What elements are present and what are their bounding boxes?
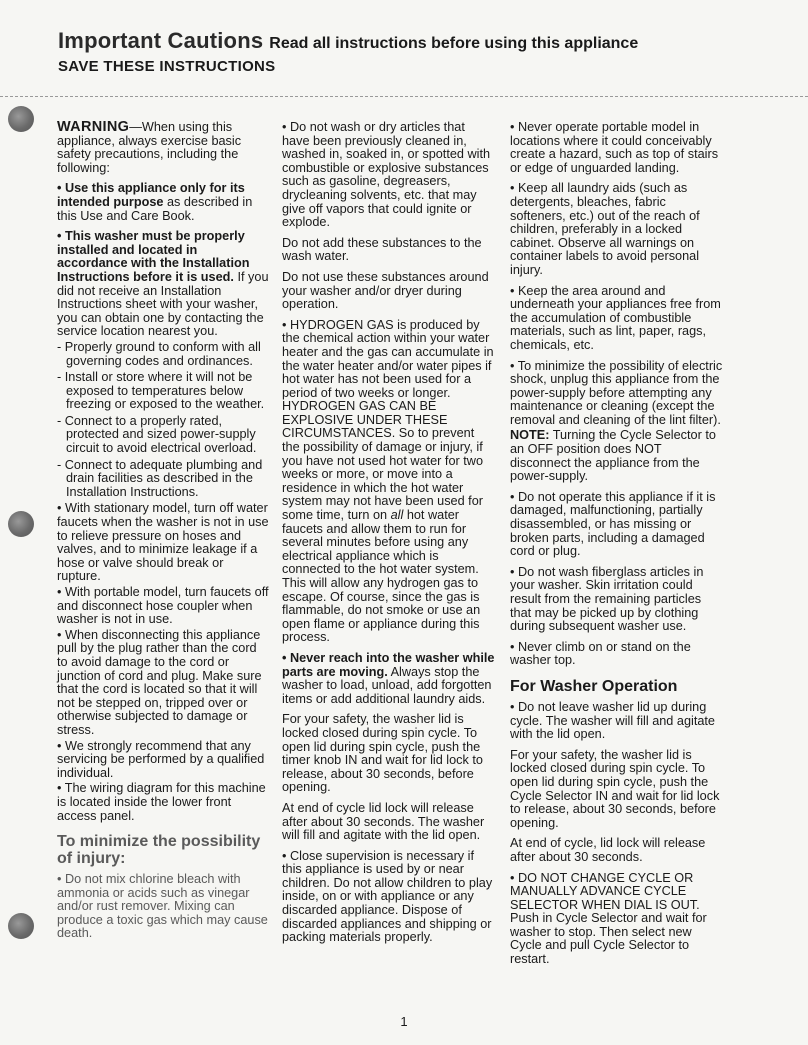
install-subitem: - Properly ground to conform with all governing codes and ordinances. <box>57 339 261 368</box>
caution-text: If you did not receive an Installation Instructions sheet with your washer, you can obtain one by contacting the service location nearest you. <box>57 269 269 339</box>
note-label: NOTE: <box>510 428 550 443</box>
warning-text: —When using this appliance, always exercise basic safety precautions, including the following: <box>57 120 242 175</box>
caution-text: hot water faucets and allow them to run for several minutes before using any electrical appliance which is connected to the hot water system. This will allow any hydrogen gas to escape. Of course, since the gas is flammable, do not smoke or use an open flame or appliance during this process. <box>282 508 481 645</box>
punch-hole-icon <box>8 511 34 537</box>
page-subtitle: Read all instructions before using this appliance <box>269 35 639 52</box>
column-right <box>510 121 723 974</box>
column-middle <box>282 121 495 952</box>
page-title: Important Cautions <box>58 28 264 53</box>
caution-item: • Never operate portable model in locations where it could conceivably create a hazard, such as top of stairs or edge of unguarded landing. <box>510 120 719 175</box>
page-number: 1 <box>400 1014 408 1029</box>
caution-text: For your safety, the washer lid is locked closed during spin cycle. To open lid during spin cycle, push the timer knob IN and wait for lid lock to release, about 30 seconds, before opening. <box>282 712 483 795</box>
header-divider <box>0 96 808 97</box>
warning-intro <box>57 121 269 175</box>
caution-item: • Keep the area around and underneath your appliances free from the accumulation of combustible materials, such as lint, paper, rags, chemicals, etc. <box>510 283 721 352</box>
washer-operation-heading: For Washer Operation <box>510 677 678 695</box>
caution-item: • Never climb on or stand on the washer top. <box>510 639 691 668</box>
warning-word: WARNING <box>57 119 130 135</box>
install-subitem: - Connect to a properly rated, protected and sized power-supply circuit to avoid electrical overload. <box>57 413 257 456</box>
caution-item: • Keep all laundry aids (such as detergents, bleaches, fabric softeners, etc.) out of the reach of children, preferably in a locked cabinet. Observe all warnings on container labels to avoid personal injury. <box>510 181 700 277</box>
caution-item: • The wiring diagram for this machine is located inside the lower front access panel. <box>57 781 266 823</box>
note <box>510 429 723 483</box>
save-instructions: SAVE THESE INSTRUCTIONS <box>58 58 276 75</box>
header-line <box>58 30 778 55</box>
column-left <box>57 121 269 948</box>
punch-hole-icon <box>8 106 34 132</box>
caution-item: • Do not wash or dry articles that have been previously cleaned in, washed in, soaked in, or spotted with combustible or explosive substances such as gasoline, degreasers, drycleaning solvents, etc. that may give off vapors that could ignite or explode. <box>282 120 491 230</box>
caution-item: • With stationary model, turn off water faucets when the washer is not in use to relieve pressure on hoses and valves, and to minimize leakage if a hose or valve should break or rupture. <box>57 501 269 584</box>
caution-item: • Do not operate this appliance if it is damaged, malfunctioning, partially disassembled, or has missing or broken parts, including a damaged cord or plug. <box>510 489 716 559</box>
caution-text: as described in this Use and Care Book. <box>57 194 253 223</box>
caution-item: • We strongly recommend that any servicing be performed by a qualified individual. <box>57 738 265 780</box>
caution-text: Do not use these substances around your washer and/or dryer during operation. <box>282 269 489 312</box>
caution-item: • Do not leave washer lid up during cycle. The washer will fill and agitate with the lid open. <box>510 699 715 742</box>
caution-text: Do not add these substances to the wash water. <box>282 235 482 264</box>
caution-item: • When disconnecting this appliance pull by the plug rather than the cord to avoid damage to the cord or junction of cord and plug. Make sure that the cord is located so that it will not be stepped on, tripped over or otherwise subjected to damage or stress. <box>57 627 262 737</box>
injury-heading: To minimize the possibility of injury: <box>57 833 261 868</box>
hydrogen-gas-item <box>282 319 495 645</box>
caution-item: • Close supervision is necessary if this appliance is used by or near children. Do not allow children to play inside, on or with appliance or any discarded appliance. Dispose of discarded appliances and shipping or packing materials properly. <box>282 848 493 945</box>
caution-emphasis: all <box>390 508 404 523</box>
caution-item: • DO NOT CHANGE CYCLE OR MANUALLY ADVANCE CYCLE SELECTOR WHEN DIAL IS OUT. Push in Cycle Selector and wait for washer to stop. Then select new Cycle and pull Cycle Selector to restart. <box>510 870 707 967</box>
caution-item: • Do not mix chlorine bleach with ammonia or acids such as vinegar and/or rust remover. Mixing can produce a toxic gas which may cause death. <box>57 872 268 941</box>
install-subitem: - Install or store where it will not be exposed to temperatures below freezing or exposed to the weather. <box>57 370 265 412</box>
caution-item <box>57 230 269 339</box>
note-text: Turning the Cycle Selector to an OFF position does NOT disconnect the appliance from the power-supply. <box>510 428 716 484</box>
caution-text: At end of cycle lid lock will release after about 30 seconds. The washer will fill and agitate with the lid open. <box>282 800 485 843</box>
caution-item: • Do not wash fiberglass articles in your washer. Skin irritation could result from the remaining particles that may be picked up by clothing during subsequent washer use. <box>510 564 704 634</box>
caution-bold: • Use this appliance only for its intended purpose <box>57 181 245 209</box>
caution-item: • To minimize the possibility of electric shock, unplug this appliance from the power-supply before attempting any maintenance or cleaning (except the removal and cleaning of the lint filter). <box>510 358 723 427</box>
caution-bold: • This washer must be properly installed and located in accordance with the Installation Instructions before it is used. <box>57 229 250 284</box>
caution-text: For your safety, the washer lid is locked closed during spin cycle. To open lid during spin cycle, push the Cycle Selector IN and wait for lid lock to release, about 30 seconds, before opening. <box>510 747 720 830</box>
caution-bold: • Never reach into the washer while parts are moving. <box>282 650 495 679</box>
caution-item <box>57 182 269 223</box>
caution-item: • With portable model, turn faucets off and disconnect hose coupler when washer is not in use. <box>57 585 269 627</box>
caution-text: At end of cycle, lid lock will release after about 30 seconds. <box>510 836 706 864</box>
caution-text: Always stop the washer to load, unload, add forgotten items or add additional laundry aids. <box>282 664 492 706</box>
caution-item <box>282 652 495 706</box>
install-subitem: - Connect to adequate plumbing and drain facilities as described in the Installation Instructions. <box>57 457 263 499</box>
page-header <box>58 30 778 75</box>
caution-text: • HYDROGEN GAS is produced by the chemical action within your water heater and the gas can accumulate in the water heater and/or water pipes if hot water has not been used for a period of two weeks or longer. HYDROGEN GAS CAN BE EXPLOSIVE UNDER THESE CIRCUMSTANCES. So to prevent the possibility of damage or injury, if you have not used hot water for two weeks or more, or move into a residence in which the hot water system may not have been used for some time, turn on <box>282 317 494 523</box>
punch-hole-icon <box>8 913 34 939</box>
